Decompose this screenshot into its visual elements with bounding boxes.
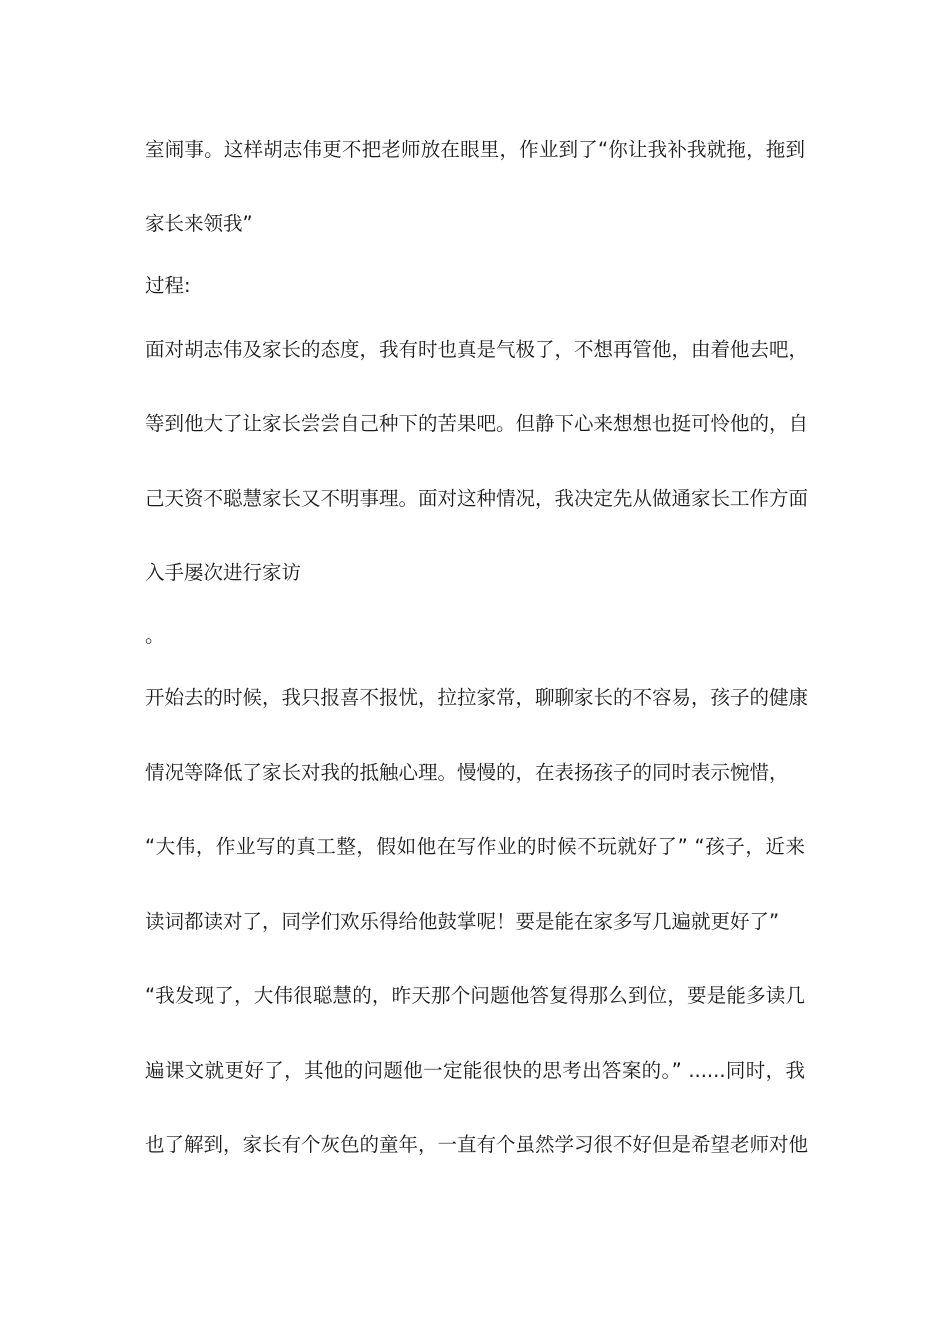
text-line-3: 面对胡志伟及家长的态度，我有时也真是气极了，不想再管他，由着他去吧， — [145, 338, 809, 361]
text-line-8: 开始去的时候，我只报喜不报忧，拉拉家常，聊聊家长的不容易，孩子的健康 — [145, 686, 809, 709]
text-line-6: 入手屡次进行家访 — [145, 561, 302, 584]
text-line-10: “大伟，作业写的真工整，假如他在写作业的时候不玩就好了” “孩子，近来 — [145, 835, 805, 858]
text-line-11: 读词都读对了，同学们欢乐得给他鼓掌呢！要是能在家多写几遍就更好了” — [145, 910, 780, 933]
text-line-5: 己天资不聪慧家长又不明事理。面对这种情况，我决定先从做通家长工作方面 — [145, 487, 809, 510]
text-line-13: 遍课文就更好了，其他的问题他一定能很快的思考出答案的。” ......同时，我 — [145, 1059, 805, 1082]
text-line-7: 。 — [145, 624, 165, 647]
text-line-1: 室闹事。这样胡志伟更不把老师放在眼里，作业到了“你让我补我就拖，拖到 — [145, 138, 805, 161]
text-line-9: 情况等降低了家长对我的抵触心理。慢慢的，在表扬孩子的同时表示惋惜， — [145, 761, 789, 784]
text-line-2: 家长来领我” — [145, 212, 253, 235]
text-line-12: “我发现了，大伟很聪慧的，昨天那个问题他答复得那么到位，要是能多读几 — [145, 984, 805, 1007]
section-heading-process: 过程: — [145, 274, 191, 297]
text-line-4: 等到他大了让家长尝尝自己种下的苦果吧。但静下心来想想也挺可怜他的，自 — [145, 412, 809, 435]
text-line-14: 也了解到，家长有个灰色的童年，一直有个虽然学习很不好但是希望老师对他 — [145, 1133, 809, 1156]
